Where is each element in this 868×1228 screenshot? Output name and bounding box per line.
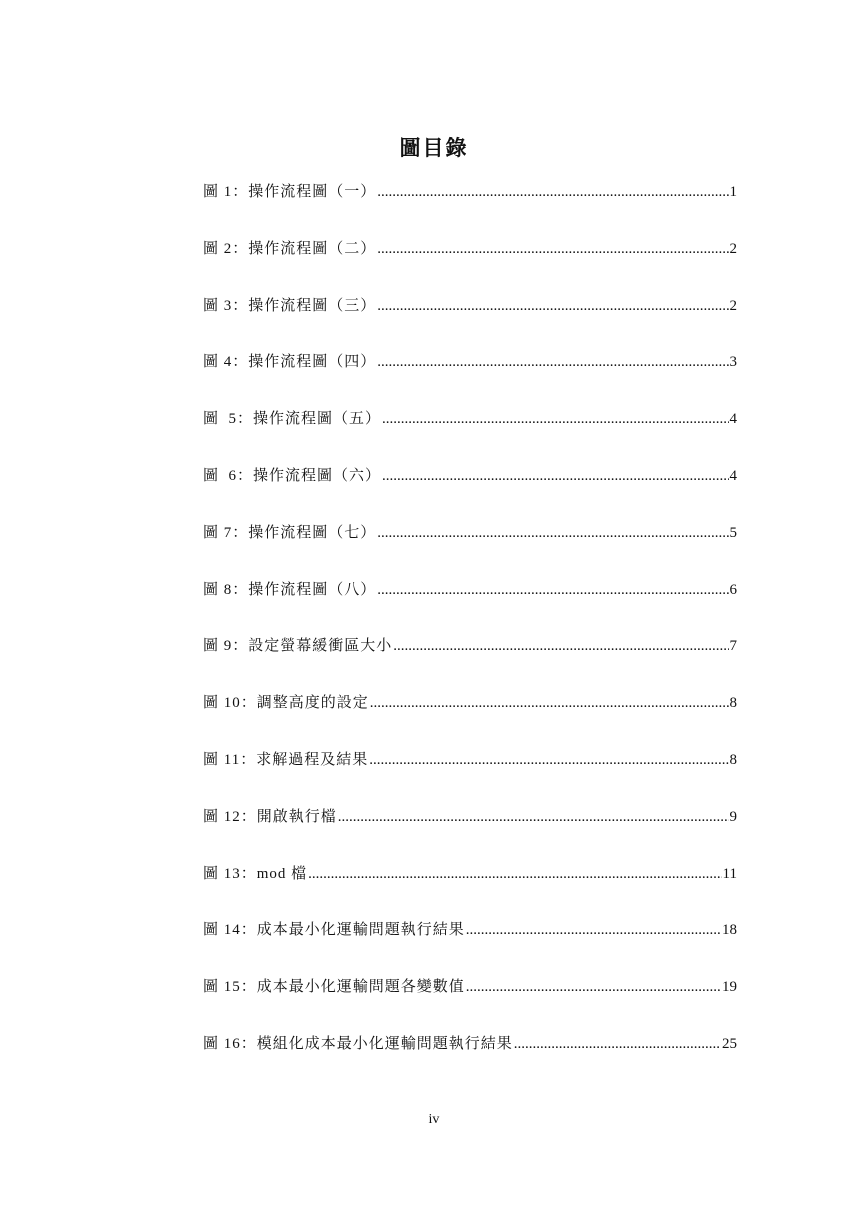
toc-entry-label: 圖 13：mod 檔 — [203, 865, 308, 882]
toc-entry-label: 圖 10：調整高度的設定 — [203, 695, 369, 712]
toc-entry[interactable] — [203, 407, 737, 464]
dot-leader — [377, 525, 728, 542]
toc-entry-page: 9 — [729, 808, 737, 825]
dot-leader — [514, 1036, 721, 1053]
toc-entry-label: 圖 12：開啟執行檔 — [203, 808, 337, 825]
toc-entry-page: 18 — [722, 922, 737, 939]
dot-leader — [369, 752, 728, 769]
toc-entry[interactable] — [203, 1032, 737, 1089]
toc-entry[interactable] — [203, 918, 737, 975]
toc-entry-label: 圖 6：操作流程圖（六） — [203, 467, 382, 484]
dot-leader — [338, 809, 729, 826]
toc-entry[interactable] — [203, 862, 737, 919]
toc-entry[interactable] — [203, 748, 737, 805]
toc-entry-page: 4 — [729, 467, 737, 484]
toc-entry-page: 8 — [729, 751, 737, 768]
toc-entry[interactable] — [203, 237, 737, 294]
toc-entry-label: 圖 9：設定螢幕緩衝區大小 — [203, 638, 393, 655]
dot-leader — [308, 866, 721, 883]
toc-entry-label: 圖 1：操作流程圖（一） — [203, 184, 377, 200]
toc-entry[interactable] — [203, 521, 737, 578]
toc-entry-label: 圖 2：操作流程圖（二） — [203, 240, 377, 257]
toc-entry-page: 3 — [729, 354, 737, 371]
toc-entry-label: 圖 7：操作流程圖（七） — [203, 524, 377, 541]
dot-leader — [377, 241, 728, 258]
toc-entry[interactable] — [203, 578, 737, 635]
toc-entry-page: 6 — [729, 581, 737, 598]
dot-leader — [393, 638, 728, 655]
page-title: 圖目錄 — [399, 136, 469, 161]
toc-entry[interactable] — [203, 180, 737, 237]
toc-entry-label: 圖 14：成本最小化運輸問題執行結果 — [203, 922, 465, 939]
dot-leader — [382, 468, 728, 485]
toc-entry[interactable] — [203, 975, 737, 1032]
toc-entry-label: 圖 4：操作流程圖（四） — [203, 354, 377, 371]
toc-entry-page: 7 — [729, 638, 737, 655]
toc-entry[interactable] — [203, 350, 737, 407]
toc-entry-page: 19 — [722, 979, 737, 996]
toc-entry-label: 圖 5：操作流程圖（五） — [203, 411, 382, 428]
toc-entry-label: 圖 3：操作流程圖（三） — [203, 297, 377, 314]
page-number: iv — [428, 1112, 440, 1127]
toc-entry[interactable] — [203, 464, 737, 521]
dot-leader — [377, 582, 728, 599]
toc-entry-page: 2 — [729, 297, 737, 314]
dot-leader — [466, 922, 721, 939]
toc-entry-page: 2 — [729, 240, 737, 257]
toc-entry-page: 25 — [722, 1035, 737, 1052]
dot-leader — [466, 979, 721, 996]
toc-entry-label: 圖 11：求解過程及結果 — [203, 751, 369, 768]
dot-leader — [377, 184, 728, 201]
toc-entry-page: 8 — [729, 695, 737, 712]
toc-entry-label: 圖 16：模組化成本最小化運輸問題執行結果 — [203, 1035, 513, 1052]
toc-entry[interactable] — [203, 805, 737, 862]
toc-entry-page: 11 — [722, 865, 737, 882]
toc-entry-label: 圖 15：成本最小化運輸問題各變數值 — [203, 979, 465, 996]
dot-leader — [377, 354, 728, 371]
toc-entry[interactable] — [203, 691, 737, 748]
toc-entry[interactable] — [203, 294, 737, 351]
dot-leader — [377, 298, 728, 315]
toc-entry-page: 1 — [729, 184, 737, 200]
figure-list — [203, 180, 737, 1089]
dot-leader — [382, 411, 728, 428]
toc-entry[interactable] — [203, 634, 737, 691]
toc-entry-page: 4 — [729, 411, 737, 428]
toc-entry-page: 5 — [729, 524, 737, 541]
toc-entry-label: 圖 8：操作流程圖（八） — [203, 581, 377, 598]
dot-leader — [370, 695, 729, 712]
